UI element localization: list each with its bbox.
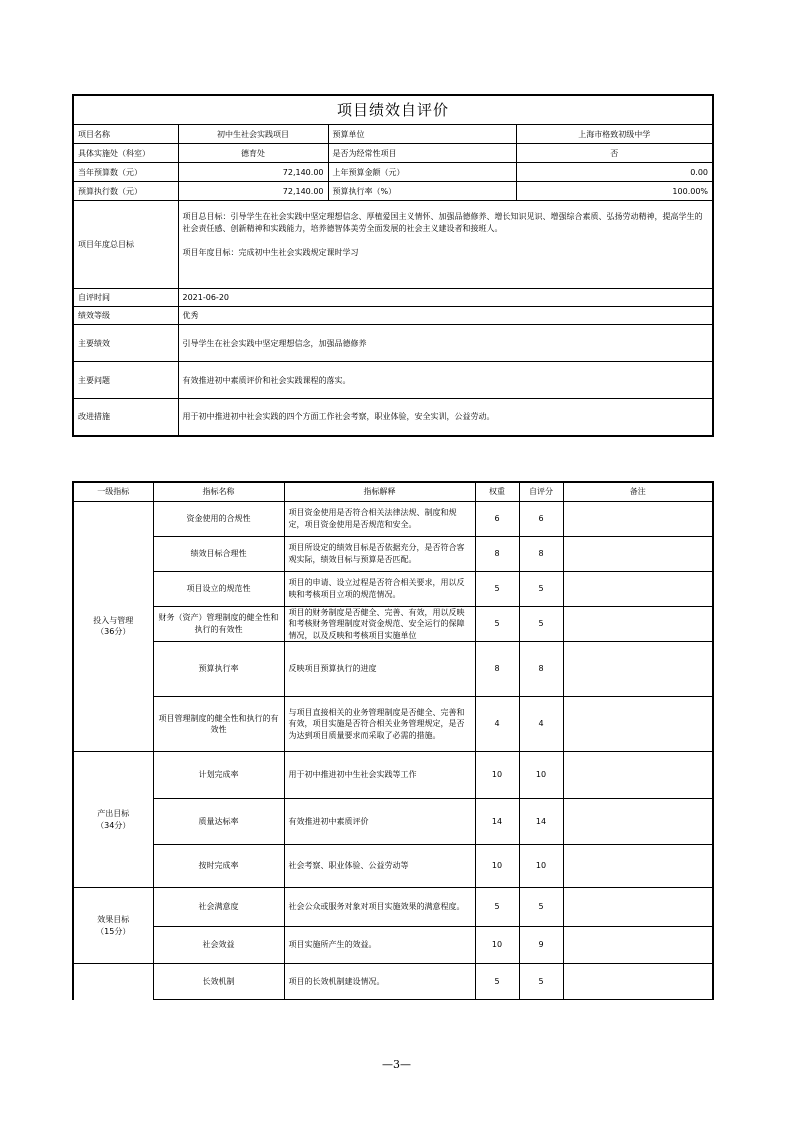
indicator-desc: 社会公众或服务对象对项目实施效果的满意程度。 bbox=[284, 888, 475, 927]
indicator-weight: 10 bbox=[475, 845, 519, 888]
level1-score: （36分） bbox=[96, 627, 131, 637]
total-goal-text: 项目总目标：引导学生在社会实践中坚定理想信念、厚植爱国主义情怀、加强品德修养、增长知识见识、增强综合素质、弘扬劳动精神，提高学生的社会责任感、创新精神和实践能力，培养德智体美劳全面发展的社会主义建设者和接班人。 bbox=[182, 212, 703, 233]
indicator-table bbox=[72, 481, 714, 1000]
indicator-weight: 6 bbox=[475, 501, 519, 536]
indicator-self-score: 9 bbox=[519, 927, 563, 964]
indicator-weight: 5 bbox=[475, 606, 519, 642]
indicator-desc: 反映项目预算执行的进度 bbox=[284, 642, 475, 697]
eval-time-value: 2021-06-20 bbox=[178, 289, 713, 307]
indicator-name: 按时完成率 bbox=[153, 845, 284, 888]
table-row bbox=[73, 964, 713, 1000]
regular-project-value: 否 bbox=[516, 144, 713, 163]
table-row bbox=[73, 927, 713, 964]
indicator-self-score: 8 bbox=[519, 536, 563, 571]
indicator-desc: 有效推进初中素质评价 bbox=[284, 799, 475, 845]
level1-cell bbox=[73, 501, 153, 752]
last-year-budget-label: 上年预算金额（元） bbox=[328, 163, 516, 182]
indicator-note bbox=[563, 845, 713, 888]
level1-cell bbox=[73, 964, 153, 1000]
indicator-name: 长效机制 bbox=[153, 964, 284, 1000]
budget-unit-value: 上海市格致初级中学 bbox=[516, 125, 713, 144]
current-budget-value: 72,140.00 bbox=[178, 163, 328, 182]
indicator-self-score: 5 bbox=[519, 571, 563, 606]
page-number: —3— bbox=[382, 1058, 411, 1071]
table-row bbox=[73, 571, 713, 606]
year-goal-text: 项目年度目标：完成初中生社会实践规定课时学习 bbox=[182, 248, 359, 257]
execution-rate-value: 100.00% bbox=[516, 182, 713, 201]
header-indicator-name: 指标名称 bbox=[153, 482, 284, 501]
department-value: 德育处 bbox=[178, 144, 328, 163]
table-row bbox=[73, 501, 713, 536]
execution-rate-label: 预算执行率（%） bbox=[328, 182, 516, 201]
indicator-weight: 14 bbox=[475, 799, 519, 845]
indicator-note bbox=[563, 799, 713, 845]
indicator-desc: 用于初中推进初中生社会实践等工作 bbox=[284, 752, 475, 799]
level1-name: 产出目标 bbox=[97, 809, 130, 818]
indicator-self-score: 5 bbox=[519, 888, 563, 927]
indicator-note bbox=[563, 642, 713, 697]
level1-name: 效果目标 bbox=[97, 915, 130, 924]
header-weight: 权重 bbox=[475, 482, 519, 501]
indicator-weight: 10 bbox=[475, 927, 519, 964]
improvement-value: 用于初中推进初中社会实践的四个方面工作社会考察，职业体验，安全实训，公益劳动。 bbox=[178, 399, 713, 436]
header-self-score: 自评分 bbox=[519, 482, 563, 501]
indicator-note bbox=[563, 536, 713, 571]
indicator-note bbox=[563, 606, 713, 642]
indicator-note bbox=[563, 697, 713, 752]
indicator-self-score: 8 bbox=[519, 642, 563, 697]
improvement-label: 改进措施 bbox=[73, 399, 178, 436]
grade-label: 绩效等级 bbox=[73, 307, 178, 325]
indicator-desc: 项目的长效机制建设情况。 bbox=[284, 964, 475, 1000]
table-row bbox=[73, 799, 713, 845]
level1-name: 投入与管理 bbox=[93, 615, 134, 625]
indicator-note bbox=[563, 927, 713, 964]
indicator-desc: 项目资金使用是否符合相关法律法规、制度和规定，项目资金使用是否规范和安全。 bbox=[284, 501, 475, 536]
indicator-name: 社会满意度 bbox=[153, 888, 284, 927]
indicator-desc: 项目的申请、设立过程是否符合相关要求，用以反映和考核项目立项的规范情况。 bbox=[284, 571, 475, 606]
indicator-desc: 与项目直接相关的业务管理制度是否健全、完善和有效，项目实施是否符合相关业务管理规定，是否为达到项目质量要求而采取了必需的措施。 bbox=[284, 697, 475, 752]
indicator-name: 社会效益 bbox=[153, 927, 284, 964]
indicator-name: 项目设立的规范性 bbox=[153, 571, 284, 606]
main-performance-label: 主要绩效 bbox=[73, 325, 178, 362]
table-row bbox=[73, 642, 713, 697]
main-issue-label: 主要问题 bbox=[73, 362, 178, 399]
indicator-name: 计划完成率 bbox=[153, 752, 284, 799]
table-row bbox=[73, 845, 713, 888]
annual-goal-label: 项目年度总目标 bbox=[73, 201, 178, 289]
indicator-desc: 项目实施所产生的效益。 bbox=[284, 927, 475, 964]
eval-time-label: 自评时间 bbox=[73, 289, 178, 307]
indicator-weight: 10 bbox=[475, 752, 519, 799]
indicator-name: 项目管理制度的健全性和执行的有效性 bbox=[153, 697, 284, 752]
header-level1: 一级指标 bbox=[73, 482, 153, 501]
main-performance-value: 引导学生在社会实践中坚定理想信念，加强品德修养 bbox=[178, 325, 713, 362]
indicator-self-score: 5 bbox=[519, 964, 563, 1000]
table-row bbox=[73, 888, 713, 927]
table-row bbox=[73, 536, 713, 571]
grade-value: 优秀 bbox=[178, 307, 713, 325]
main-issue-value: 有效推进初中素质评价和社会实践课程的落实。 bbox=[178, 362, 713, 399]
level1-score: （34分） bbox=[96, 820, 131, 830]
page-title: 项目绩效自评价 bbox=[73, 95, 713, 125]
indicator-note bbox=[563, 501, 713, 536]
indicator-self-score: 4 bbox=[519, 697, 563, 752]
indicator-weight: 5 bbox=[475, 888, 519, 927]
indicator-weight: 4 bbox=[475, 697, 519, 752]
indicator-weight: 8 bbox=[475, 642, 519, 697]
indicator-self-score: 10 bbox=[519, 845, 563, 888]
indicator-desc: 项目的财务制度是否健全、完善、有效，用以反映和考核财务管理制度对资金规范、安全运行的保障情况，以及反映和考核项目实施单位 bbox=[284, 606, 475, 642]
indicator-note bbox=[563, 964, 713, 1000]
indicator-name: 资金使用的合规性 bbox=[153, 501, 284, 536]
annual-goal-content bbox=[178, 201, 713, 289]
project-summary-table bbox=[72, 94, 714, 437]
level1-score: （15分） bbox=[96, 926, 131, 936]
indicator-weight: 8 bbox=[475, 536, 519, 571]
executed-amount-value: 72,140.00 bbox=[178, 182, 328, 201]
header-notes: 备注 bbox=[563, 482, 713, 501]
level1-cell bbox=[73, 888, 153, 964]
budget-unit-label: 预算单位 bbox=[328, 125, 516, 144]
current-budget-label: 当年预算数（元） bbox=[73, 163, 178, 182]
indicator-self-score: 5 bbox=[519, 606, 563, 642]
project-name-value: 初中生社会实践项目 bbox=[178, 125, 328, 144]
table-row bbox=[73, 606, 713, 642]
last-year-budget-value: 0.00 bbox=[516, 163, 713, 182]
level1-cell bbox=[73, 752, 153, 888]
indicator-name: 预算执行率 bbox=[153, 642, 284, 697]
indicator-weight: 5 bbox=[475, 571, 519, 606]
indicator-name: 绩效目标合理性 bbox=[153, 536, 284, 571]
regular-project-label: 是否为经常性项目 bbox=[328, 144, 516, 163]
project-name-label: 项目名称 bbox=[73, 125, 178, 144]
indicator-name: 财务（资产）管理制度的健全性和执行的有效性 bbox=[153, 606, 284, 642]
indicator-desc: 项目所设定的绩效目标是否依据充分，是否符合客观实际，绩效目标与预算是否匹配。 bbox=[284, 536, 475, 571]
table-row bbox=[73, 697, 713, 752]
indicator-desc: 社会考察、职业体验、公益劳动等 bbox=[284, 845, 475, 888]
table-row bbox=[73, 752, 713, 799]
indicator-name: 质量达标率 bbox=[153, 799, 284, 845]
indicator-self-score: 6 bbox=[519, 501, 563, 536]
indicator-note bbox=[563, 571, 713, 606]
header-indicator-desc: 指标解释 bbox=[284, 482, 475, 501]
indicator-self-score: 10 bbox=[519, 752, 563, 799]
indicator-weight: 5 bbox=[475, 964, 519, 1000]
indicator-header-row bbox=[73, 482, 713, 501]
indicator-note bbox=[563, 752, 713, 799]
indicator-note bbox=[563, 888, 713, 927]
indicator-self-score: 14 bbox=[519, 799, 563, 845]
executed-amount-label: 预算执行数（元） bbox=[73, 182, 178, 201]
department-label: 具体实施处（科室） bbox=[73, 144, 178, 163]
